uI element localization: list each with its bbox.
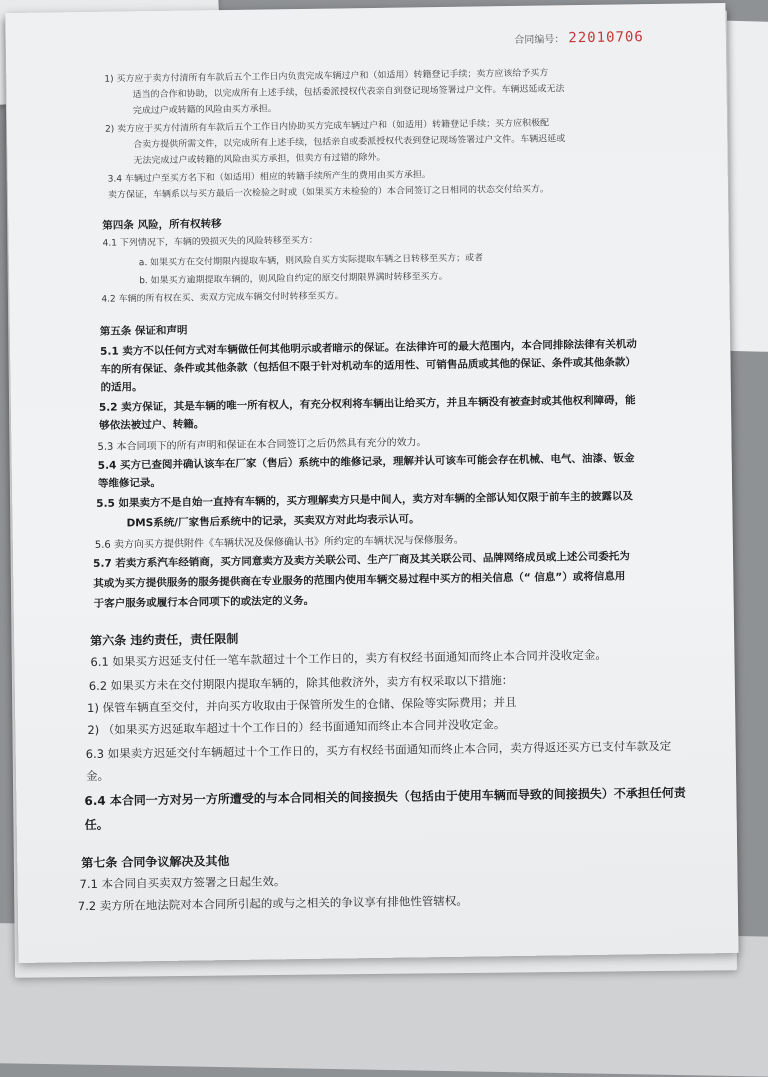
contract-line-14: 第五条 保证和声明 [99,324,188,338]
contract-line-7: 3.4 车辆过户至买方名下和（如适用）相应的转籍手续所产生的费用由买方承担。 [107,170,431,185]
contract-line-30: 6.1 如果买方迟延支付任一笔车款超过十个工作日的，卖方有权经书面通知而终止本合同并没收定金。 [90,647,607,669]
contract-line-33: 2) （如果买方迟延取车超过十个工作日的）经书面通知而终止本合同并没收定金。 [87,717,506,737]
contract-line-36: 6.4 本合同一方对另一方所遭受的与本合同相关的间接损失（包括由于使用车辆而导致的间接损失）不承担任何责 [84,785,686,809]
contract-line-2: 适当的合作和协助，以完成所有上述手续，包括委派授权代表亲自到登记现场签署过户文件。车辆迟延或无法 [132,84,565,101]
contract-line-1: 1) 买方应于卖方付清所有车款后五个工作日内负责完成车辆过户和（如适用）转籍登记手续；卖方应该给予买方 [104,68,549,85]
contract-line-22: 等维修记录。 [97,476,162,490]
contract-line-32: 1) 保管车辆直至交付，并向买方收取由于保管所发生的仓储、保险等实际费用；并且 [87,695,517,715]
contract-line-9: 第四条 风险，所有权转移 [102,218,222,232]
contract-line-40: 7.2 卖方所在地法院对本合同所引起的或与之相关的争议享有排他性管辖权。 [77,893,468,914]
contract-line-11: a. 如果买方在交付期限内提取车辆，则风险自买方实际提取车辆之日转移至买方；或者 [138,253,484,269]
contract-line-24: DMS系统/厂家售后系统中的记录，买卖双方对此均表示认可。 [126,513,420,530]
contract-page [5,3,738,963]
contract-line-35: 金。 [85,768,110,784]
contract-line-37: 任。 [84,817,109,833]
contract-line-34: 6.3 如果卖方迟延交付车辆超过十个工作日的，买方有权经书面通知而终止本合同，卖方得返还买方已支付车款及定 [85,738,672,762]
contract-line-17: 的适用。 [100,381,143,394]
contract-line-3: 完成过户或转籍的风险由买方承担。 [132,104,277,117]
contract-line-19: 够依法被过户、转籍。 [99,418,205,432]
contract-line-5: 合卖方提供所需文件，以完成所有上述手续，包括亲自或委派授权代表到登记现场签署过户文件。车辆迟延或 [133,134,566,151]
contract-line-27: 其或为买方提供服务的服务提供商在专业服务的范围内使用车辆交易过程中买方的相关信息（“ 信息”）或将信息用 [93,570,626,590]
contract-line-29: 第六条 违约责任，责任限制 [90,631,239,648]
contract-line-6: 无法完成过户或转籍的风险由买方承担，但卖方有过错的除外。 [133,152,386,167]
contract-line-12: b. 如果买方逾期提取车辆的，则风险自约定的原交付期限界满时转移至买方。 [139,271,448,287]
contract-line-21: 5.4 买方已查阅并确认该车在厂家（售后）系统中的维修记录，理解并认可该车可能会存在机械、电气、油漆、钣金 [97,452,635,472]
contract-line-38: 第七条 合同争议解决及其他 [81,854,230,871]
contract-line-25: 5.6 卖方向买方提供附件《车辆状况及保修确认书》所约定的车辆状况与保修服务。 [94,534,464,551]
contract-line-10: 4.1 下列情况下，车辆的毁损灭失的风险转移至买方： [102,235,318,249]
contract-line-8: 卖方保证，车辆系以与买方最后一次检验之时或（如果买方未检验的）本合同签订之日相同的状态交付给买方。 [107,184,550,201]
contract-number-label: 合同编号： [514,34,565,46]
contract-line-28: 于客户服务或履行本合同项下的或法定的义务。 [93,594,315,610]
contract-line-20: 5.3 本合同项下的所有声明和保证在本合同签订之后仍然具有充分的效力。 [97,437,427,453]
contract-number [514,29,644,47]
contract-line-23: 5.5 如果卖方不是自始一直持有车辆的，买方理解卖方只是中间人，卖方对车辆的全部认知仅限于前车主的披露以及 [96,490,634,510]
contract-line-31: 6.2 如果买方未在交付期限内提取车辆的，除其他救济外，卖方有权采取以下措施： [88,673,514,693]
contract-line-16: 车的所有保证、条件或其他条款（包括但不限于针对机动车的适用性、可销售品质或其他的保证、条件或其他条款） [100,356,636,376]
contract-number-value: 22010706 [568,29,644,47]
contract-line-26: 5.7 若卖方系汽车经销商，买方同意卖方及卖方关联公司、生产厂商及其关联公司、品牌网络成员或上述公司委托为 [93,550,630,570]
contract-line-18: 5.2 卖方保证，其是车辆的唯一所有权人，有充分权利将车辆出让给买方，并且车辆没有被查封或其他权利障碍，能 [98,394,636,414]
contract-line-13: 4.2 车辆的所有权在买、卖双方完成车辆交付时转移至买方。 [101,291,344,305]
contract-line-4: 2) 卖方应于买方付清所有车款后五个工作日内协助买方完成车辆过户和（如适用）转籍登记手续；买方应积极配 [104,118,550,135]
contract-line-15: 5.1 卖方不以任何方式对车辆做任何其他明示或者暗示的保证。在法律许可的最大范围内，本合同排除法律有关机动 [100,338,637,358]
contract-line-39: 7.1 本合同自买卖双方签署之日起生效。 [79,874,286,892]
